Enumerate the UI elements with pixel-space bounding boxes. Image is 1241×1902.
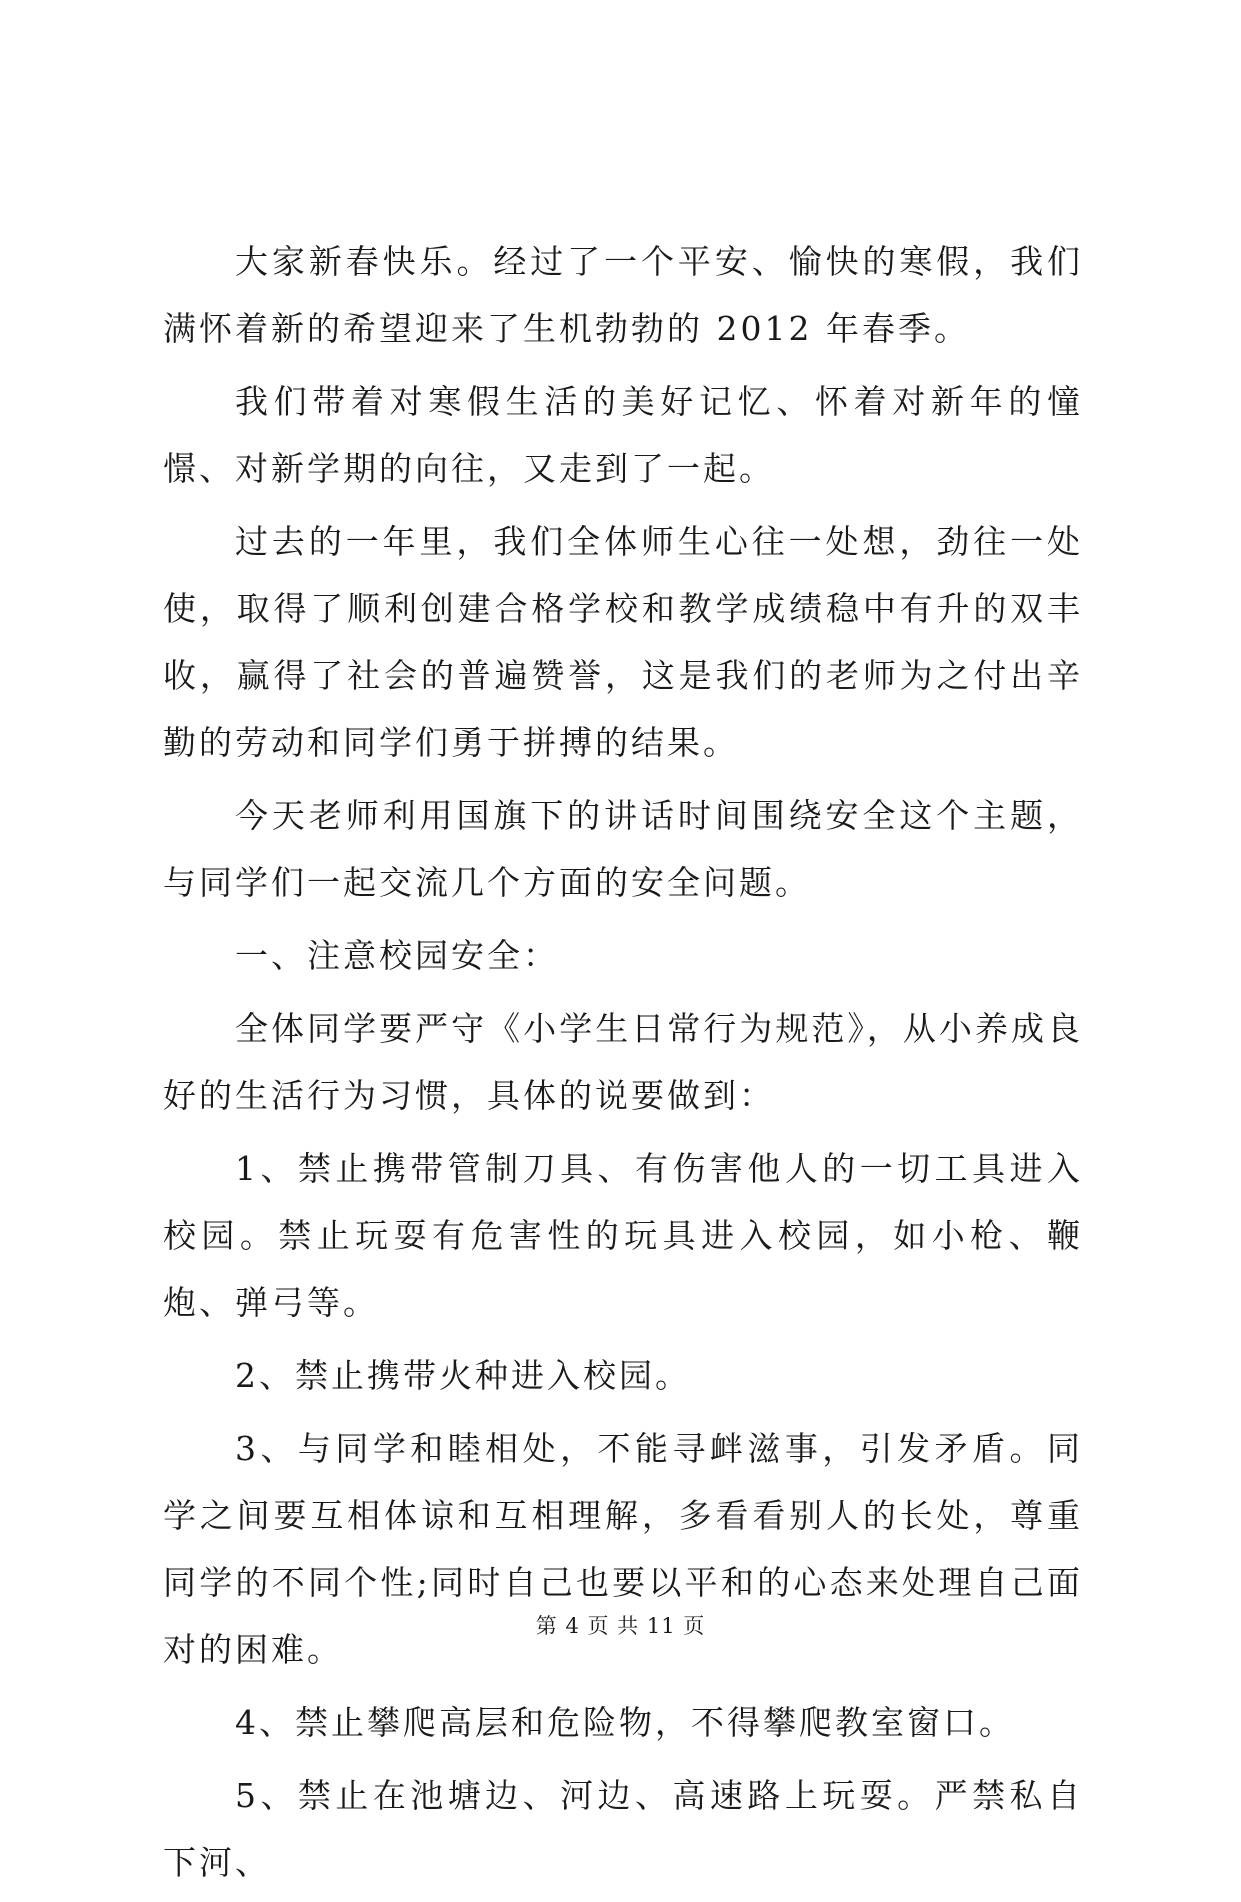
rule-item-3: 3、与同学和睦相处，不能寻衅滋事，引发矛盾。同学之间要互相体谅和互相理解，多看看别人的长处，尊重同学的不同个性;同时自己也要以平和的心态来处理自己面对的困难。 — [163, 1429, 1083, 1669]
paragraph-greeting: 大家新春快乐。经过了一个平安、愉快的寒假，我们满怀着新的希望迎来了生机勃勃的 2012 年春季。 — [163, 242, 1083, 348]
page-footer — [0, 1610, 1241, 1640]
rule-item-2: 2、禁止携带火种进入校园。 — [235, 1356, 691, 1395]
paragraph-safety-topic: 今天老师利用国旗下的讲话时间围绕安全这个主题，与同学们一起交流几个方面的安全问题。 — [163, 796, 1083, 902]
paragraph-memories: 我们带着对寒假生活的美好记忆、怀着对新年的憧憬、对新学期的向往，又走到了一起。 — [163, 382, 1083, 488]
page-number-label: 第 4 页 共 11 页 — [535, 1614, 706, 1638]
paragraph-code-of-conduct: 全体同学要严守《小学生日常行为规范》，从小养成良好的生活行为习惯，具体的说要做到： — [163, 1009, 1083, 1115]
rule-item-5: 5、禁止在池塘边、河边、高速路上玩耍。严禁私自下河、 — [163, 1776, 1083, 1882]
rule-item-1: 1、禁止携带管制刀具、有伤害他人的一切工具进入校园。禁止玩耍有危害性的玩具进入校园，如小枪、鞭炮、弹弓等。 — [163, 1149, 1083, 1322]
paragraph-past-year: 过去的一年里，我们全体师生心往一处想，劲往一处使，取得了顺利创建合格学校和教学成绩稳中有升的双丰收，赢得了社会的普遍赞誉，这是我们的老师为之付出辛勤的劳动和同学们勇于拼搏的结果。 — [163, 522, 1083, 762]
document-body — [163, 228, 1083, 1902]
rule-item-4: 4、禁止攀爬高层和危险物，不得攀爬教室窗口。 — [235, 1703, 1015, 1742]
section-heading-campus-safety: 一、注意校园安全： — [235, 936, 559, 975]
